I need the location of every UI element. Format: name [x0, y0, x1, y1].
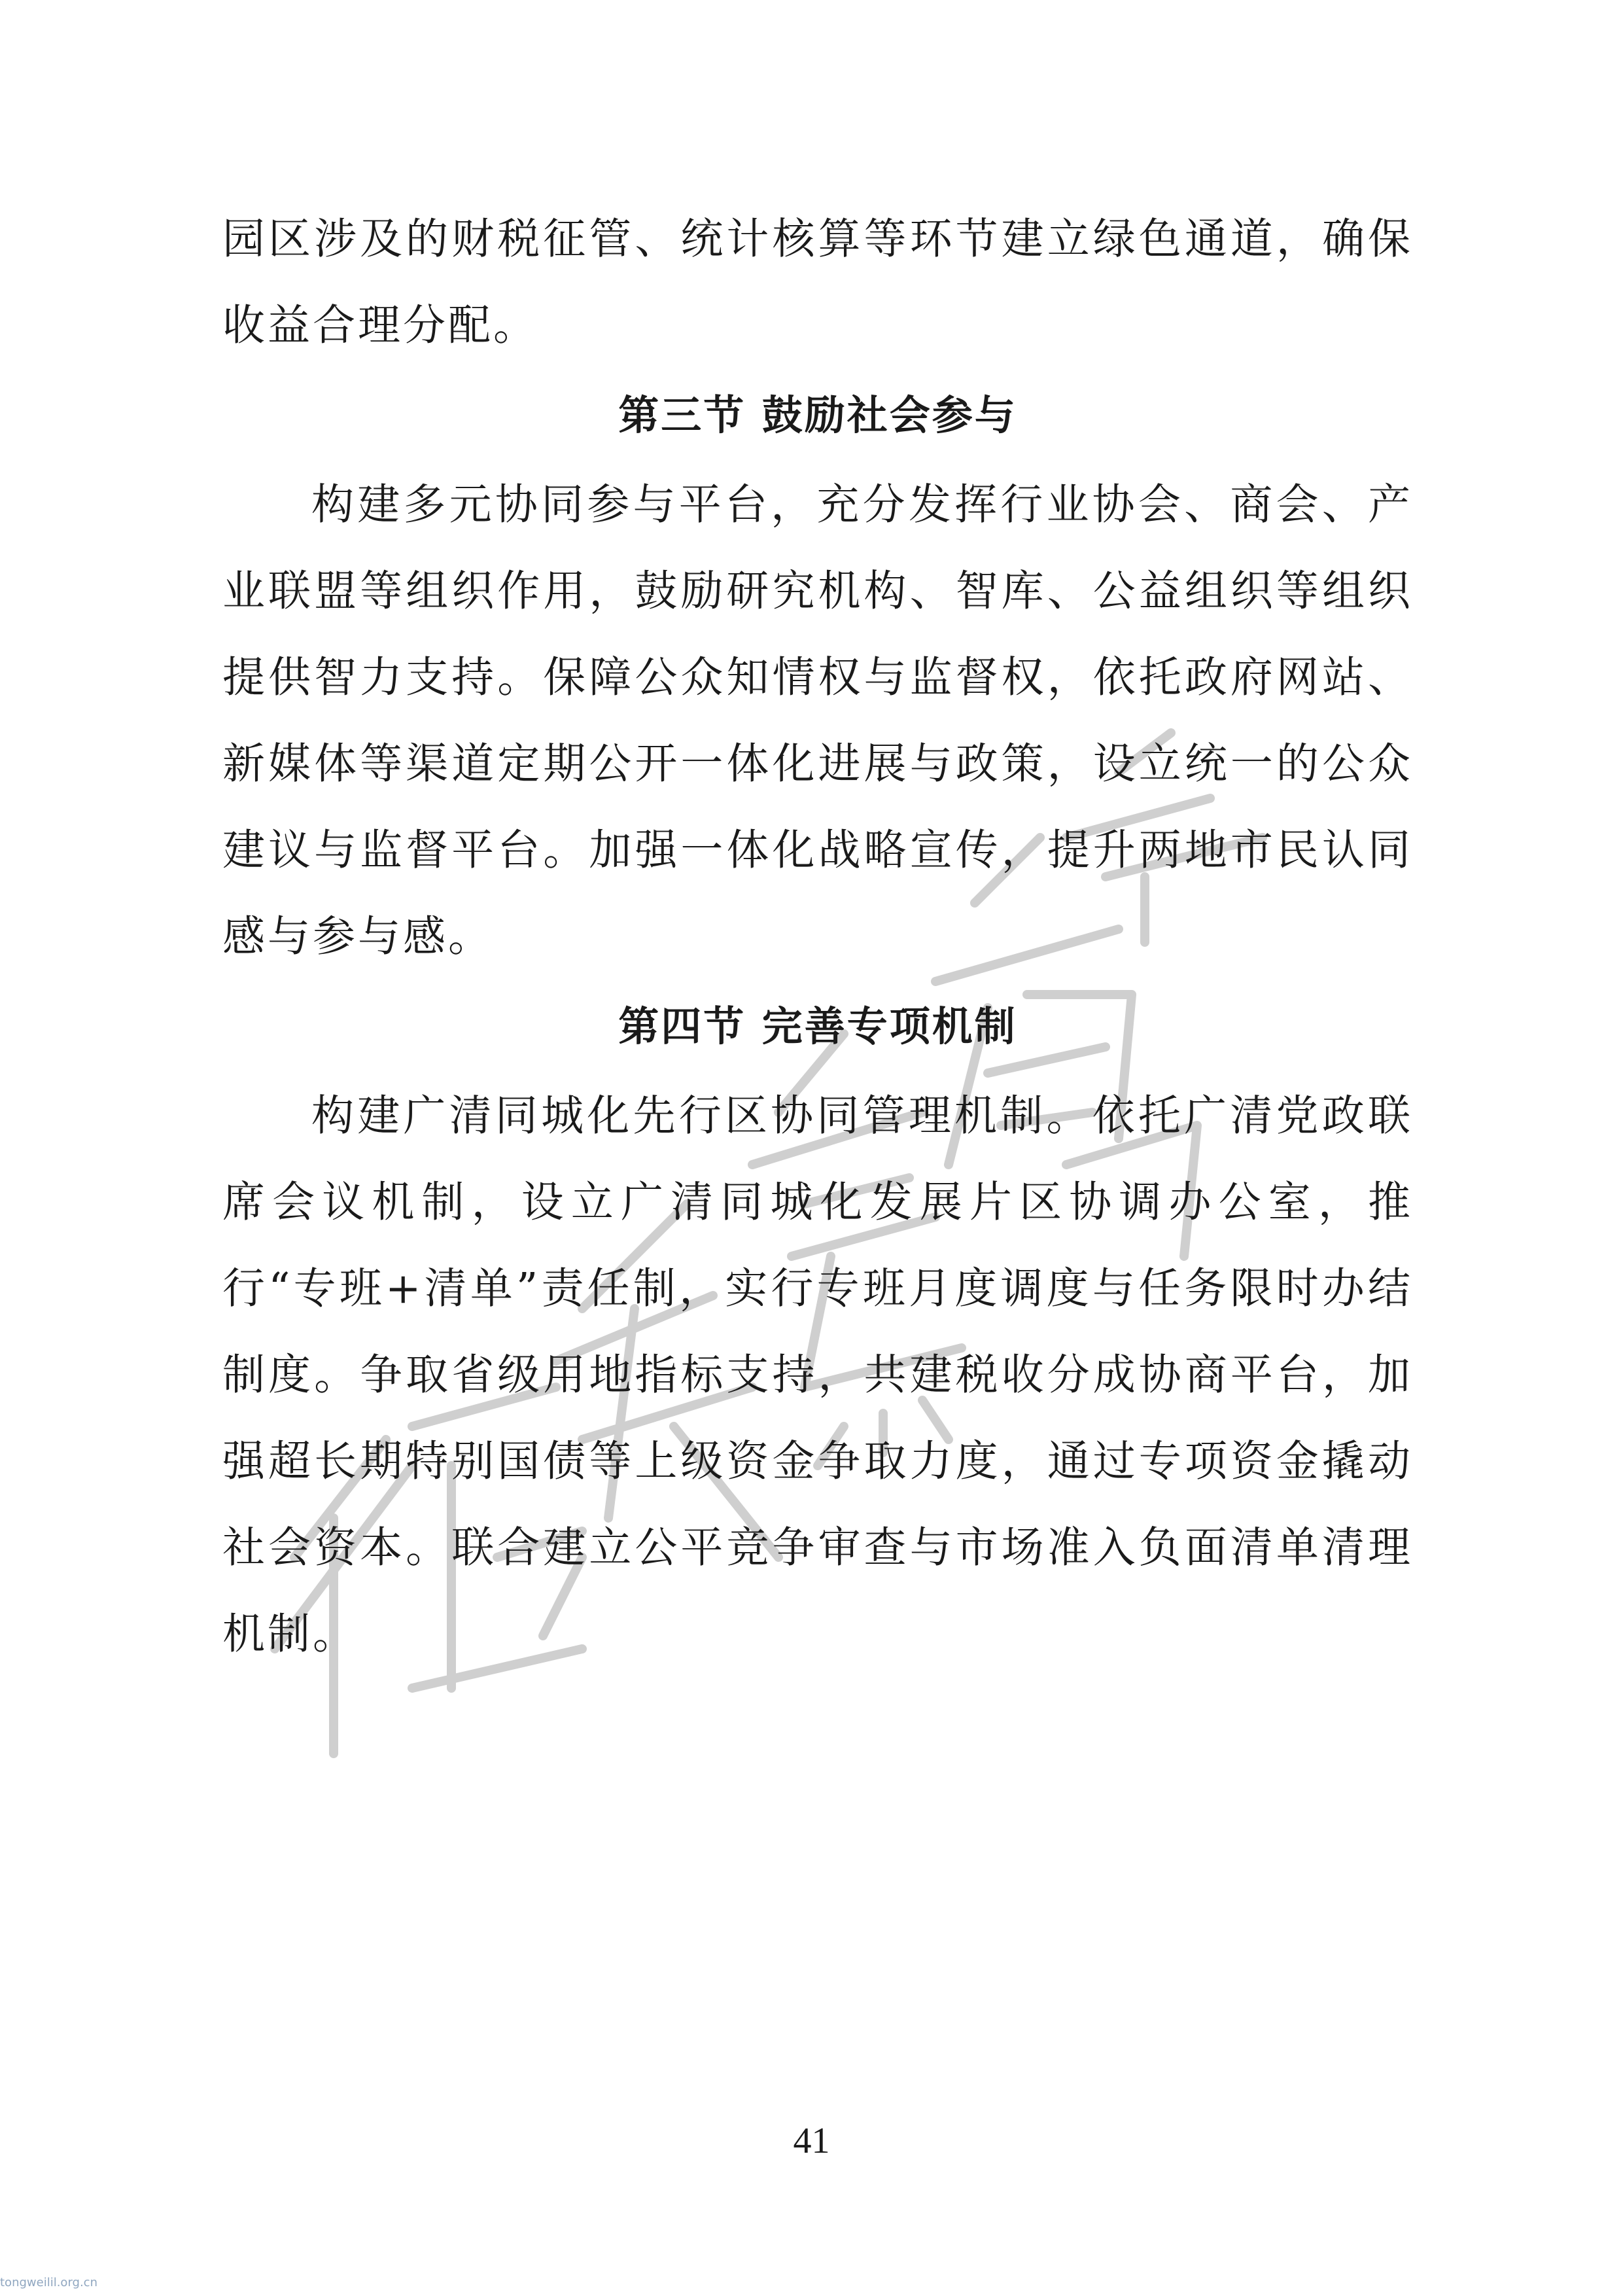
- page-number: 41: [793, 2121, 830, 2161]
- paragraph-social-participation: 构建多元协同参与平台，充分发挥行业协会、商会、产业联盟等组织作用，鼓励研究机构、智库、公益组织等组织提供智力支持。保障公众知情权与监督权，依托政府网站、新媒体等渠道定期公开一体化进展与政策，设立统一的公众建议与监督平台。加强一体化战略宣传，提升两地市民认同感与参与感。: [222, 480, 1413, 961]
- paragraph-continuation: 园区涉及的财税征管、统计核算等环节建立绿色通道，确保收益合理分配。: [222, 215, 1413, 350]
- section-4-heading: 第四节 完善专项机制: [618, 1002, 1017, 1050]
- site-mark: tongweilil.org.cn: [0, 2276, 97, 2289]
- document-body: [222, 196, 1413, 1678]
- section-3-heading: 第三节 鼓励社会参与: [618, 391, 1017, 439]
- paragraph-special-mechanisms: 构建广清同城化先行区协同管理机制。依托广清党政联席会议机制，设立广清同城化发展片区协调办公室，推行“专班+清单”责任制，实行专班月度调度与任务限时办结制度。争取省级用地指标支持，共建税收分成协商平台，加强超长期特别国债等上级资金争取力度，通过专项资金撬动社会资本。联合建立公平竞争审查与市场准入负面清单清理机制。: [222, 1091, 1413, 1659]
